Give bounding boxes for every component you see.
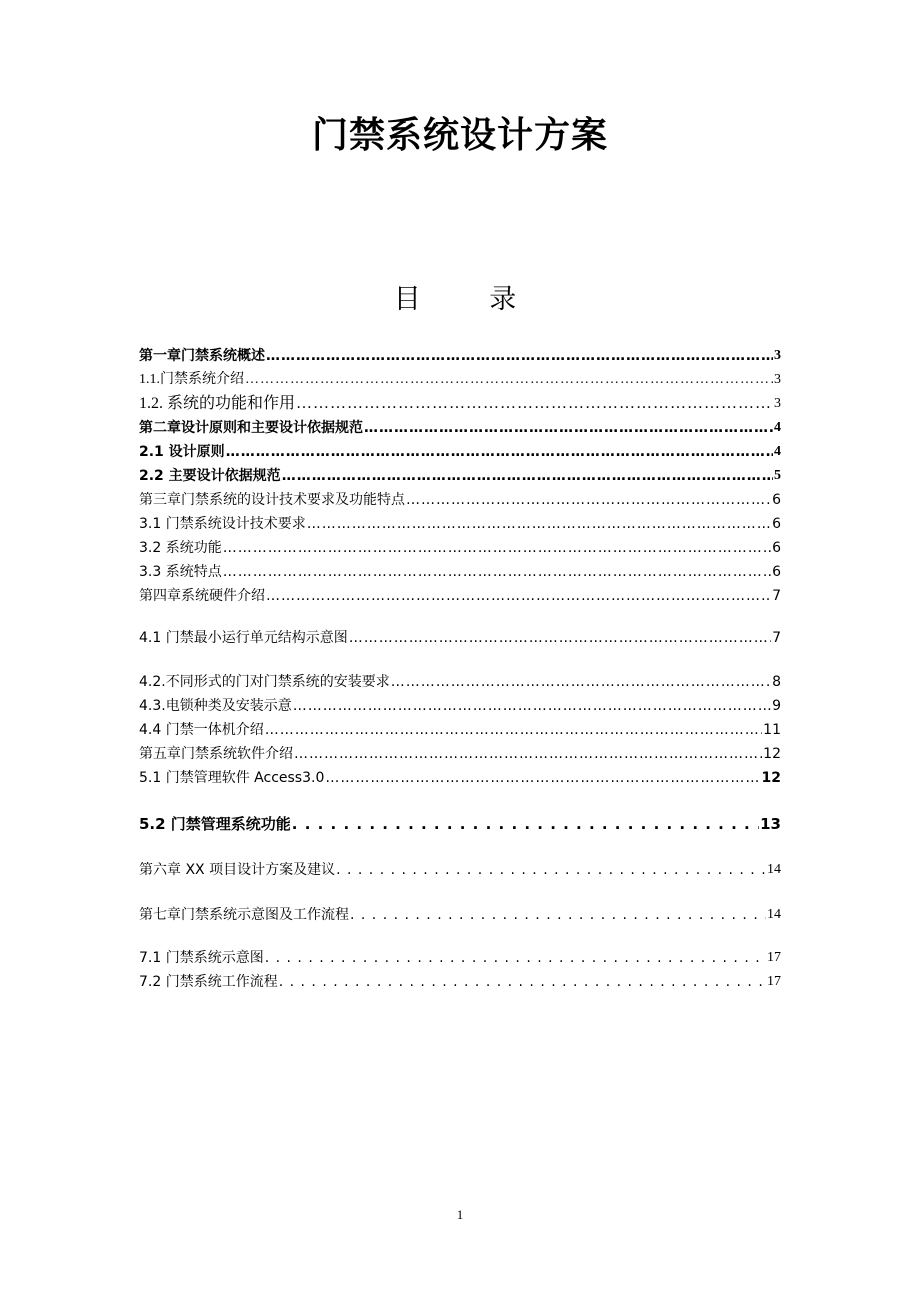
toc-heading: 目 录	[393, 284, 547, 315]
toc-entry-page: 17	[767, 974, 781, 989]
toc-entry-3-3[interactable]	[139, 560, 781, 582]
toc-entry-label: 第三章门禁系统的设计技术要求及功能特点	[139, 492, 405, 508]
toc-entry-page: 4	[774, 444, 781, 459]
toc-entry-7-1[interactable]	[139, 946, 781, 968]
toc-entry-label: 第一章门禁系统概述	[139, 348, 265, 364]
toc-leader-dots	[406, 490, 771, 510]
toc-entry-page: 6	[772, 492, 781, 508]
toc-entry-chapter-3[interactable]	[139, 488, 781, 510]
toc-leader-dots	[325, 768, 760, 788]
toc-leader-dots	[245, 370, 773, 390]
toc-entry-label: 1.2. 系统的功能和作用	[139, 395, 296, 412]
toc-entry-label: 第五章门禁系统软件介绍	[139, 746, 293, 762]
toc-entry-4-2[interactable]	[139, 670, 781, 692]
toc-leader-dots	[226, 442, 773, 462]
toc-entry-page: 7	[772, 630, 781, 646]
toc-entry-label: 4.3.电锁种类及安装示意	[139, 698, 292, 714]
toc-entry-page: 13	[760, 815, 781, 833]
toc-entry-page: 3	[774, 372, 781, 387]
toc-leader-dots	[265, 948, 766, 968]
toc-leader-dots	[266, 586, 771, 606]
toc-entry-label: 4.2.不同形式的门对门禁系统的安装要求	[139, 674, 390, 690]
toc-entry-page: 6	[772, 516, 781, 532]
toc-leader-dots	[265, 720, 762, 740]
toc-entry-1-2[interactable]	[139, 392, 781, 414]
toc-entry-label: 第六章 XX 项目设计方案及建议	[139, 862, 336, 878]
toc-entry-page: 6	[772, 564, 781, 580]
toc-leader-dots	[307, 514, 771, 534]
toc-entry-2-1[interactable]	[139, 440, 781, 462]
toc-entry-5-1[interactable]	[139, 766, 781, 788]
toc-entry-page: 12	[761, 770, 781, 786]
document-title: 门禁系统设计方案	[311, 115, 608, 156]
toc-entry-label: 第四章系统硬件介绍	[139, 588, 265, 604]
toc-entry-label: 3.1 门禁系统设计技术要求	[139, 516, 306, 532]
toc-entry-page: 14	[767, 862, 781, 877]
toc-entry-page: 6	[772, 540, 781, 556]
toc-entry-chapter-4[interactable]	[139, 584, 781, 606]
toc-entry-label: 3.2 系统功能	[139, 540, 222, 556]
toc-entry-page: 7	[772, 588, 781, 604]
toc-entry-chapter-5[interactable]	[139, 742, 781, 764]
toc-leader-dots	[223, 562, 771, 582]
toc-leader-dots	[391, 672, 771, 692]
toc-entry-page: 3	[774, 348, 781, 363]
toc-entry-label: 第二章设计原则和主要设计依据规范	[139, 420, 363, 436]
toc-entry-label: 第七章门禁系统示意图及工作流程	[139, 907, 349, 923]
toc-leader-dots	[266, 346, 773, 366]
toc-entry-label: 2.2 主要设计依据规范	[139, 468, 281, 484]
toc-entry-label: 4.1 门禁最小运行单元结构示意图	[139, 630, 348, 646]
toc-entry-page: 14	[767, 907, 781, 922]
toc-entry-3-2[interactable]	[139, 536, 781, 558]
toc-entry-page: 5	[774, 468, 781, 483]
toc-entry-chapter-7[interactable]	[139, 903, 781, 925]
toc-entry-chapter-2[interactable]	[139, 416, 781, 438]
toc-entry-2-2[interactable]	[139, 464, 781, 486]
toc-entry-label: 2.1 设计原则	[139, 444, 225, 460]
toc-leader-dots	[293, 696, 771, 716]
toc-entry-1-1[interactable]	[139, 368, 781, 390]
toc-leader-dots	[336, 860, 766, 880]
toc-entry-label: 5.1 门禁管理软件 Access3.0	[139, 770, 325, 786]
toc-leader-dots	[292, 814, 759, 834]
toc-entry-7-2[interactable]	[139, 970, 781, 992]
toc-entry-label: 3.3 系统特点	[139, 564, 222, 580]
toc-leader-dots	[282, 466, 773, 486]
toc-leader-dots	[294, 744, 762, 764]
toc-entry-chapter-1[interactable]	[139, 344, 781, 366]
toc-entry-label: 7.1 门禁系统示意图	[139, 950, 264, 966]
toc-entry-3-1[interactable]	[139, 512, 781, 534]
toc-entry-page: 4	[774, 420, 781, 435]
toc-leader-dots	[279, 972, 766, 992]
toc-leader-dots	[349, 628, 771, 648]
toc-entry-chapter-6[interactable]	[139, 858, 781, 880]
toc-entry-5-2[interactable]	[139, 812, 781, 834]
toc-entry-label: 1.1.门禁系统介绍	[139, 372, 244, 387]
toc-leader-dots	[350, 905, 766, 925]
toc-entry-4-4[interactable]	[139, 718, 781, 740]
page-number: 1	[456, 1207, 464, 1222]
toc-entry-4-1[interactable]	[139, 626, 781, 648]
toc-entry-4-3[interactable]	[139, 694, 781, 716]
toc-entry-page: 11	[763, 722, 781, 738]
toc-entry-page: 17	[767, 950, 781, 965]
toc-entry-label: 7.2 门禁系统工作流程	[139, 974, 278, 990]
toc-entry-label: 5.2 门禁管理系统功能	[139, 815, 291, 833]
toc-leader-dots	[364, 418, 773, 438]
toc-leader-dots	[223, 538, 771, 558]
toc-leader-dots	[296, 394, 773, 414]
toc-entry-page: 8	[772, 674, 781, 690]
toc-entry-page: 12	[763, 746, 781, 762]
toc-entry-page: 9	[772, 698, 781, 714]
toc-entry-page: 3	[774, 396, 781, 411]
toc-entry-label: 4.4 门禁一体机介绍	[139, 722, 264, 738]
